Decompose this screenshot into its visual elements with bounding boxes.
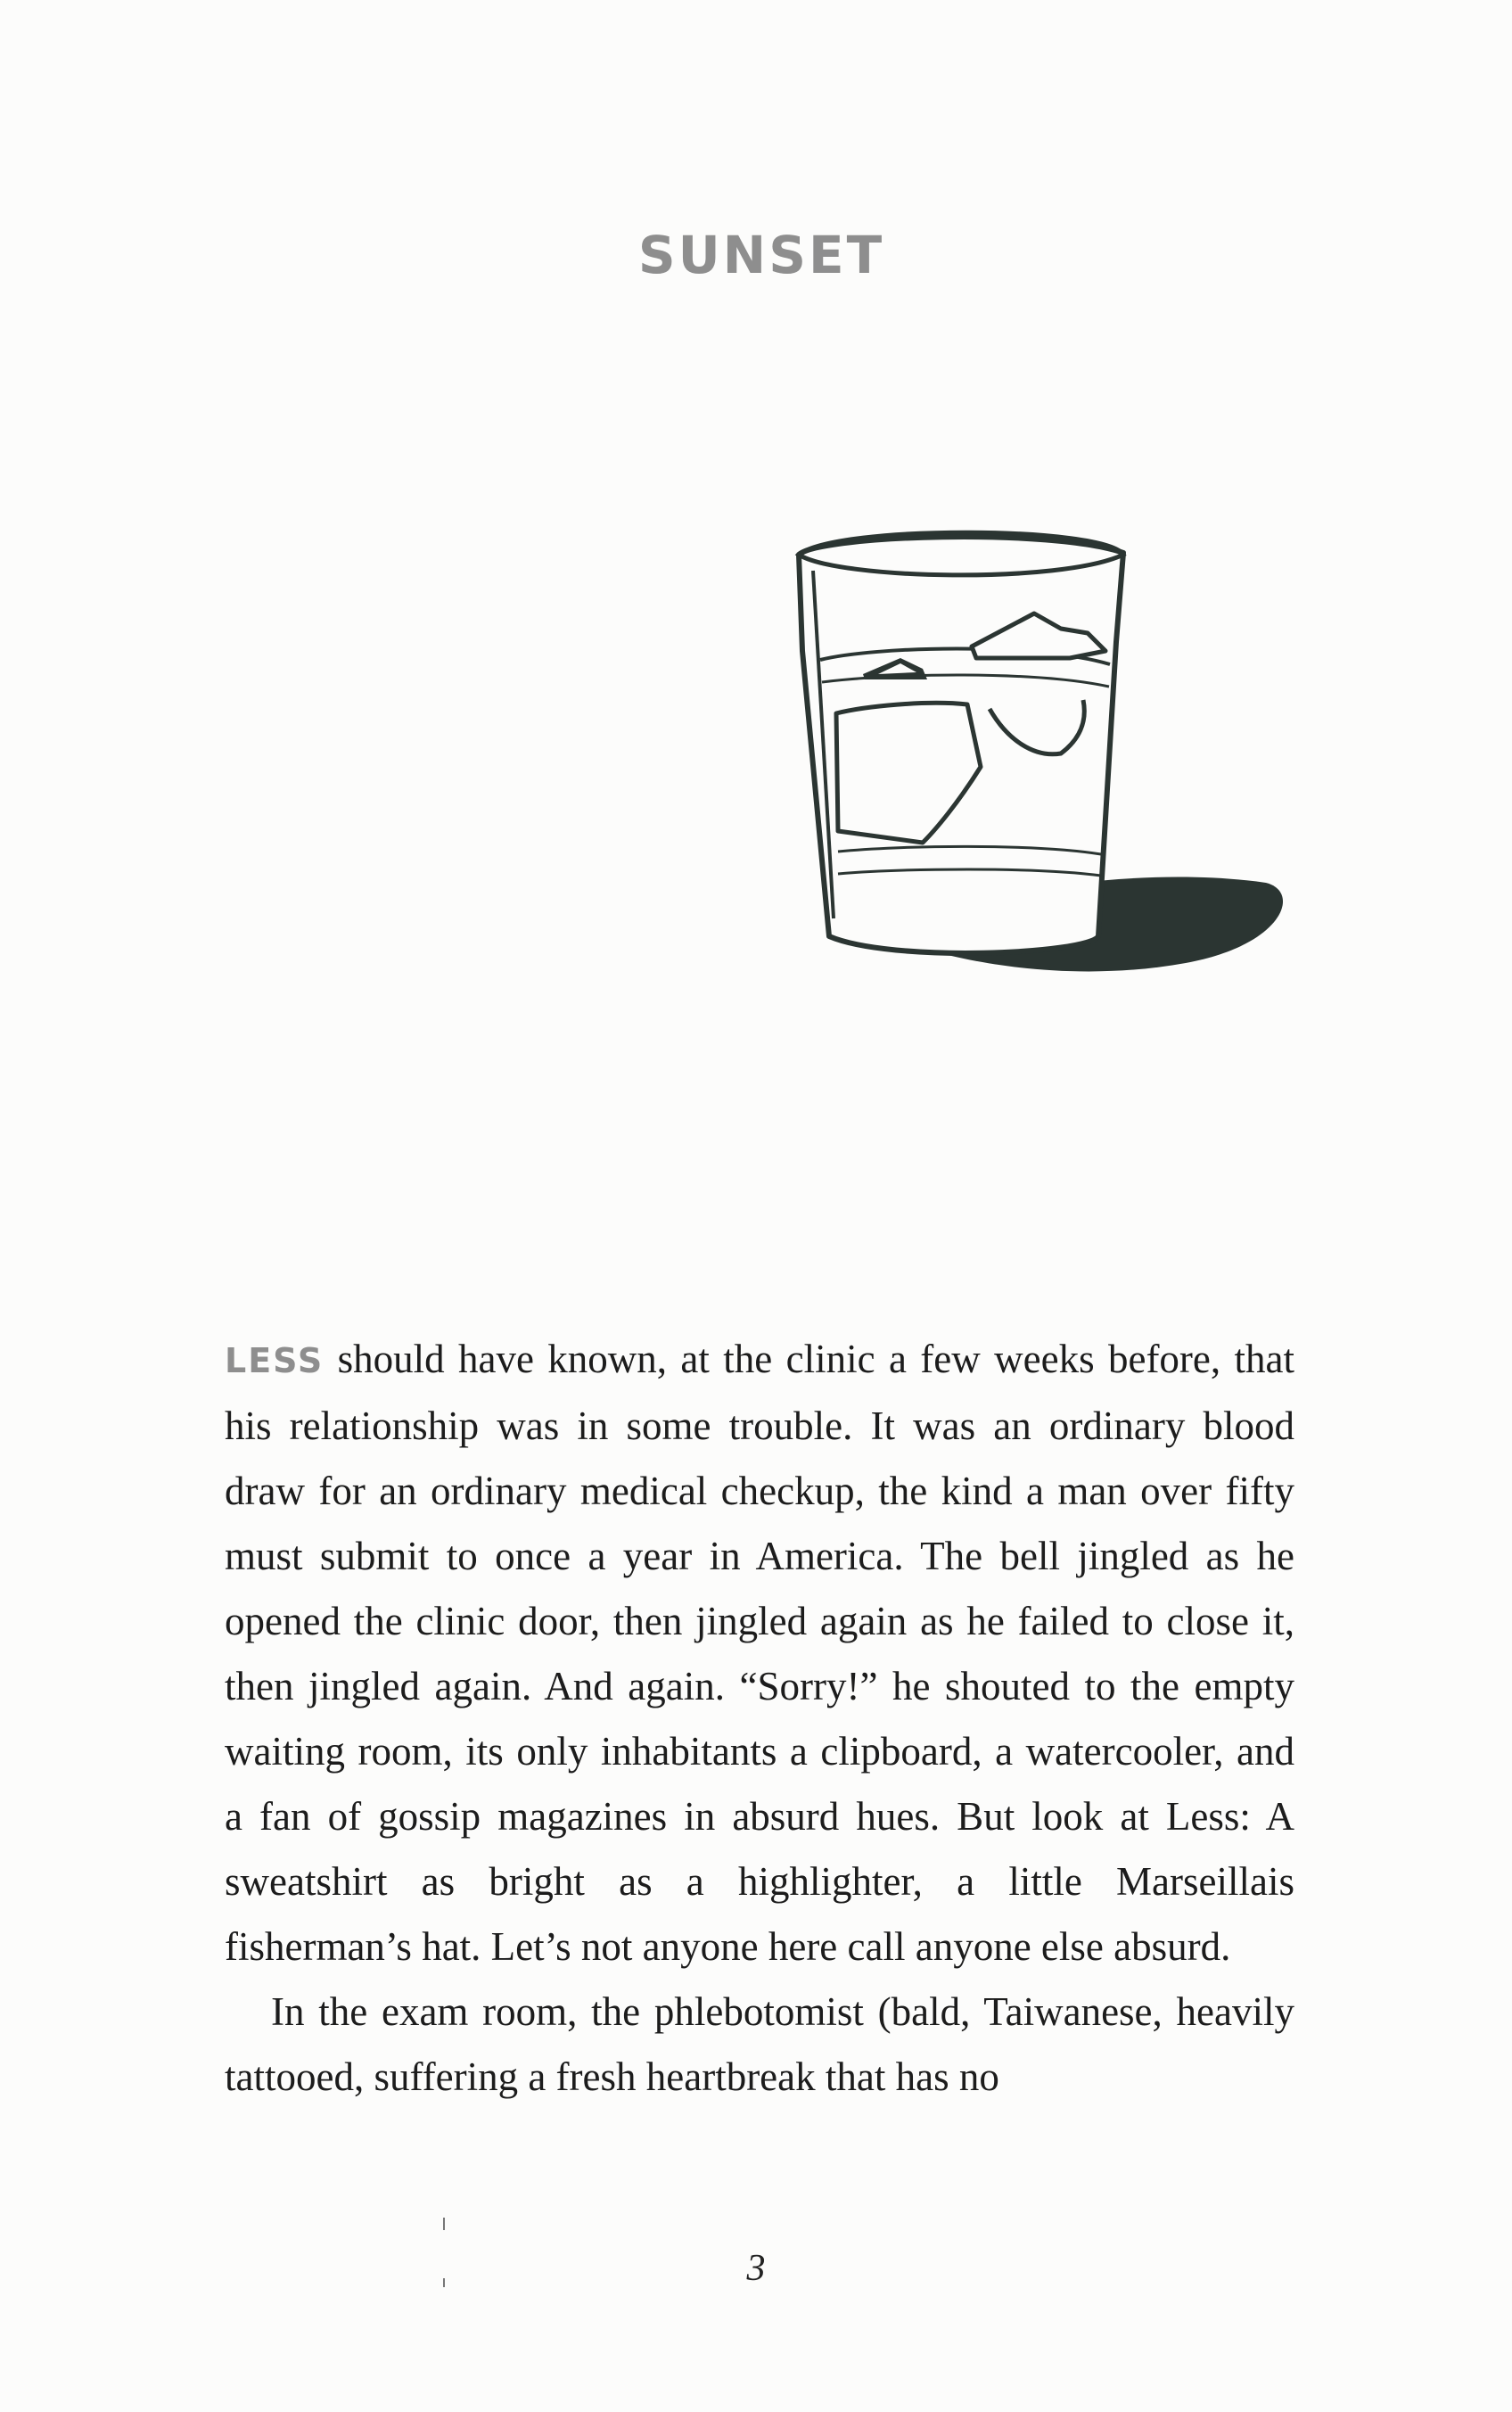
scan-speck bbox=[443, 2278, 445, 2287]
paragraph-1-text: should have known, at the clinic a few weeks before, that his relationship was in some trouble. It was an ordinary blood draw for an ordinary medical checkup, the kind a man over fifty must submit to once a year in America. The bell jingled as he opened the clinic door, then jingled again as he failed to close it, then jingled again. And again. “Sorry!” he shouted to the empty waiting room, its only inhabitants a clipboard, a watercooler, and a fan of gossip magazines in absurd hues. But look at Less: A sweatshirt as bright as a highlighter, a little Marseillais fisherman’s hat. Let’s not anyone here call anyone else absurd. bbox=[225, 1337, 1294, 1969]
chapter-title: SUNSET bbox=[637, 225, 885, 285]
lead-word: LESS bbox=[225, 1341, 325, 1380]
glass-outline bbox=[799, 537, 1123, 953]
paragraph-1 bbox=[225, 1327, 1294, 1980]
body-text bbox=[225, 1327, 1294, 2110]
glass-with-ice-icon bbox=[767, 499, 1302, 981]
paragraph-2: In the exam room, the phlebotomist (bald, Taiwanese, heavily tattooed, suffering a fresh heartbreak that has no bbox=[225, 1989, 1294, 2099]
page-number: 3 bbox=[746, 2248, 766, 2289]
scan-speck bbox=[443, 2218, 445, 2230]
